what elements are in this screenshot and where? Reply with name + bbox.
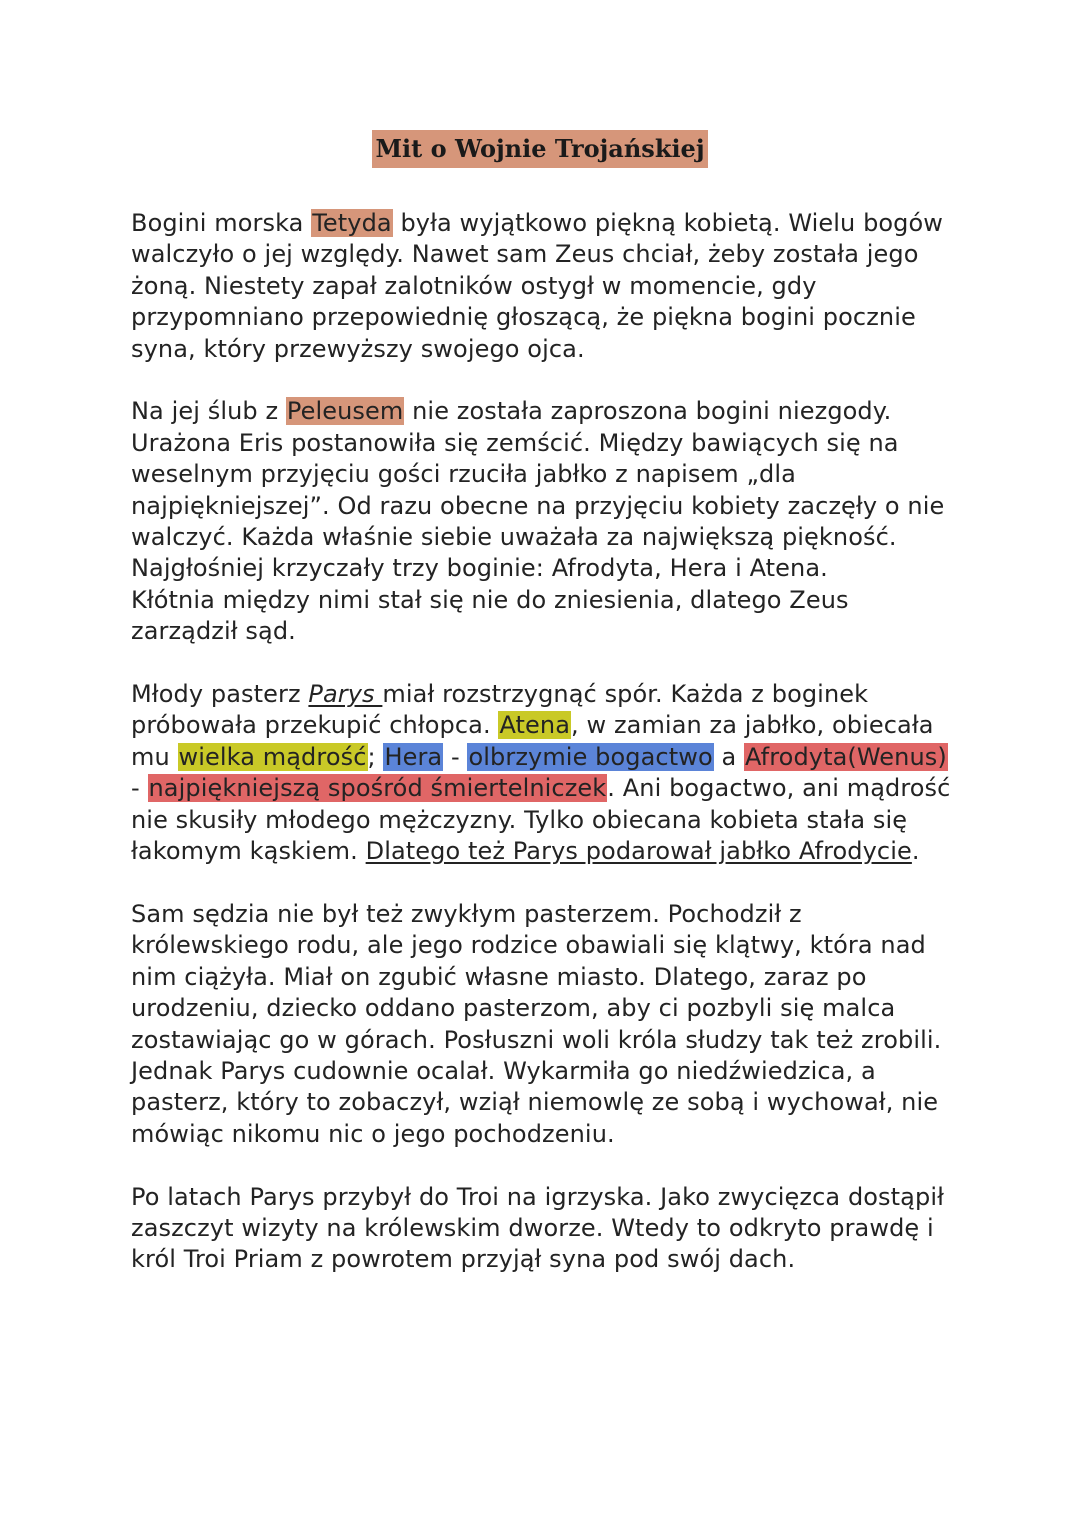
paragraph-4 [131, 679, 961, 867]
document-body [131, 208, 961, 1307]
text: miał rozstrzygnąć spór. Każda z boginek próbowała przekupić chłopca. [131, 680, 869, 740]
text: . [911, 837, 920, 866]
text: Na jej ślub z [131, 397, 286, 426]
text: a [713, 742, 745, 771]
text: , w zamian za jabłko, obiecała mu [131, 711, 934, 771]
highlight-najpiekniejsza: najpiękniejszą spośród śmiertelniczek [148, 774, 607, 803]
highlight-peleusem: Peleusem [286, 397, 404, 426]
paragraph-3: Kłótnia między nimi stał się nie do zniesienia, dlatego Zeus zarządził sąd. [131, 585, 849, 646]
highlight-hera: Hera [384, 742, 443, 771]
document-title: Mit o Wojnie Trojańskiej [372, 130, 707, 168]
text: . Ani bogactwo, ani mądrość nie skusiły młodego mężczyzny. Tylko obiecana kobieta stała się łakomym kąskiem. [131, 774, 951, 866]
parys-underlined: Parys [308, 680, 383, 709]
highlight-afrodyta: Afrodyta(Wenus) [745, 742, 947, 771]
text: nie została zaproszona bogini niezgody. Urażona Eris postanowiła się zemścić. Między bawiących się na weselnym przyjęciu gości rzuciła jabłko z napisem „dla najpiękniejszej”. Od razu obecne na przyjęciu kobiety zaczęły o nie walczyć. Każda właśnie siebie uważała za największą piękność. Najgłośniej krzyczały trzy boginie: Afrodyta, Hera i Atena. [131, 397, 945, 583]
highlight-madrosc: wielka mądrość [178, 742, 367, 771]
paragraph-5: Sam sędzia nie był też zwykłym pasterzem. Pochodził z królewskiego rodu, ale jego rodzice obawiali się klątwy, która nad nim ciążyła. Miał on zgubić własne miasto. Dlatego, zaraz po urodzeniu, dziecko oddano pasterzom, aby ci pozbyli się malca zostawiając go w górach. Posłuszni woli króla słudzy tak też zrobili. Jednak Parys cudownie ocalał. Wykarmiła go niedźwiedzica, a pasterz, który to zobaczył, wziął niemowlę ze sobą i wychował, nie mówiąc nikomu nic o jego pochodzeniu. [131, 899, 942, 1148]
highlight-tetyda: Tetyda [312, 209, 392, 237]
text: Bogini morska [131, 209, 312, 237]
text: ; [367, 742, 384, 771]
highlight-atena: Atena [499, 711, 571, 740]
underlined-conclusion: Dlatego też Parys podarował jabłko Afrodycie [365, 837, 912, 866]
text: była wyjątkowo piękną kobietą. Wielu bogów walczyło o jej względy. Nawet sam Zeus chciał, żeby została jego żoną. Niestety zapał zalotników ostygł w momencie, gdy przypomniano przepowiednię głoszącą, że piękna bogini pocznie syna, który przewyższy swojego ojca. [131, 209, 944, 363]
paragraph-1 [131, 208, 961, 365]
text: - [131, 774, 148, 803]
paragraph-6: Po latach Parys przybył do Troi na igrzyska. Jako zwycięzca dostąpił zaszczyt wizyty na królewskim dworze. Wtedy to odkryto prawdę i król Troi Priam z powrotem przyjął syna pod swój dach. [131, 1182, 945, 1274]
highlight-bogactwo: olbrzymie bogactwo [468, 742, 713, 771]
text: Młody pasterz [131, 680, 309, 709]
text: - [443, 742, 468, 771]
title-row [0, 130, 1080, 168]
paragraph-2 [131, 396, 961, 584]
